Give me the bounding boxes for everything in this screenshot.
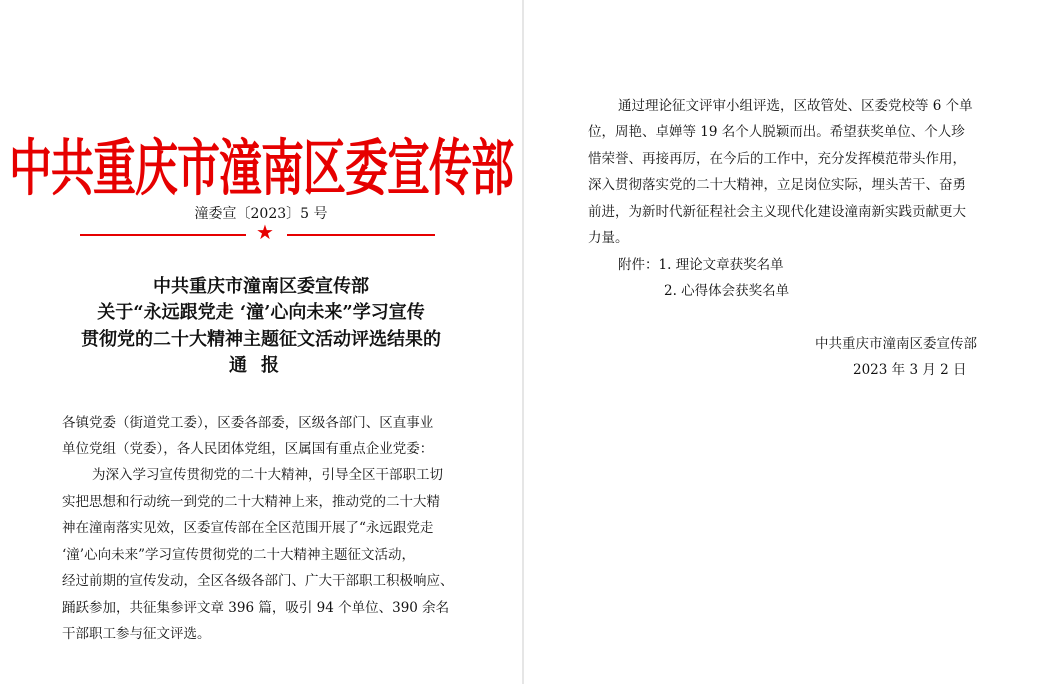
body-text-line: 实把思想和行动统一到党的二十大精神上来，推动党的二十大精 <box>62 494 440 510</box>
attachment-line-2: 2. 心得体会获奖名单 <box>664 283 790 299</box>
body-text-line: 神在潼南落实见效，区委宣传部在全区范围开展了“永远跟党走 <box>62 520 434 536</box>
red-divider-right <box>287 234 435 236</box>
body-text-line: 经过前期的宣传发动，全区各级各部门、广大干部职工积极响应、 <box>62 573 454 589</box>
notice-title-line-3: 贯彻党的二十大精神主题征文活动评选结果的 <box>81 329 441 350</box>
body-text-line: ‘潼’心向未来”学习宣传贯彻党的二十大精神主题征文活动， <box>62 547 415 563</box>
notice-title-line-2: 关于“永远跟党走 ‘潼’心向未来”学习宣传 <box>97 302 425 323</box>
body-text-line: 单位党组（党委），各人民团体党组，区属国有重点企业党委： <box>62 441 434 457</box>
notice-title-line-4: 通报 <box>229 355 293 376</box>
body-text-line: 力量。 <box>588 230 629 246</box>
signature-org: 中共重庆市潼南区委宣传部 <box>815 336 977 352</box>
attachment-line-1: 附件：1. 理论文章获奖名单 <box>618 257 784 273</box>
red-header-title: 中共重庆市潼南区委宣传部 <box>9 133 513 205</box>
body-text-line: 通过理论征文评审小组评选，区故管处、区委党校等 6 个单 <box>618 98 973 114</box>
star-icon: ★ <box>256 220 274 244</box>
notice-title-line-1: 中共重庆市潼南区委宣传部 <box>153 276 369 297</box>
body-text-line: 深入贯彻落实党的二十大精神，立足岗位实际，埋头苦干、奋勇 <box>588 177 966 193</box>
body-text-line: 为深入学习宣传贯彻党的二十大精神，引导全区干部职工切 <box>92 467 443 483</box>
body-text-line: 惜荣誉、再接再厉，在今后的工作中，充分发挥模范带头作用， <box>588 151 966 167</box>
body-text-line: 位，周艳、卓婵等 19 名个人脱颖而出。希望获奖单位、个人珍 <box>588 124 965 140</box>
body-text-line: 各镇党委（街道党工委），区委各部委，区级各部门、区直事业 <box>62 415 434 431</box>
left-page <box>0 0 522 684</box>
document-number: 潼委宣〔2023〕5 号 <box>194 206 328 222</box>
signature-date: 2023 年 3 月 2 日 <box>853 362 967 378</box>
body-text-line: 踊跃参加，共征集参评文章 396 篇，吸引 94 个单位、390 余名 <box>62 600 450 616</box>
body-text-line: 前进，为新时代新征程社会主义现代化建设潼南新实践贡献更大 <box>588 204 966 220</box>
body-text-line: 干部职工参与征文评选。 <box>62 626 211 642</box>
red-divider-left <box>80 234 246 236</box>
